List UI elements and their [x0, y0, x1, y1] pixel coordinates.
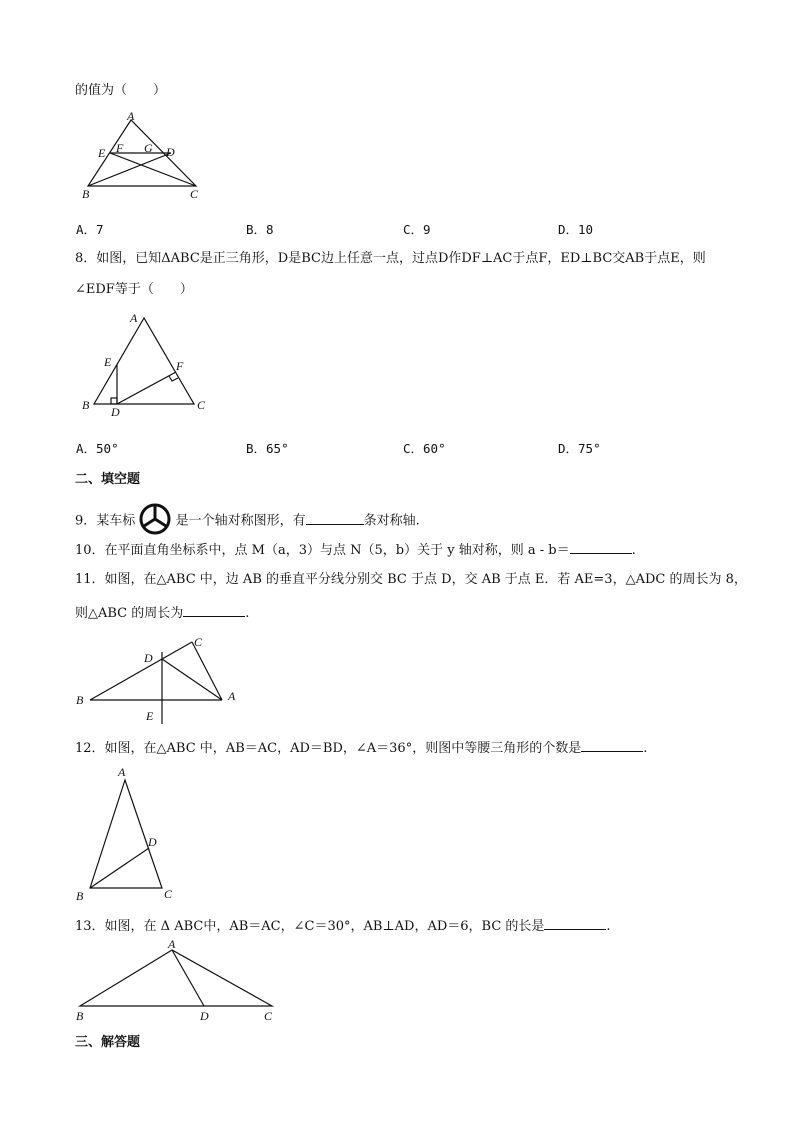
q7-figure [78, 108, 218, 208]
q8-label-d: D [111, 405, 120, 419]
q7-label-a: A [127, 109, 135, 123]
q7-label-b: B [82, 187, 90, 201]
q11-answer-blank[interactable] [183, 603, 245, 617]
q8-label-a: A [130, 311, 138, 325]
q7-stem-tail: 的值为（ ） [75, 83, 167, 98]
q8-stem-line2: ∠EDF等于（ ） [75, 282, 193, 297]
q8-option-c[interactable]: C．60° [403, 441, 446, 456]
q9-question [75, 505, 420, 537]
q9-middle: 是一个轴对称图形，有 [175, 513, 306, 529]
q11-end: . [245, 606, 250, 621]
q11-stem-line2: 则△ABC 的周长为 [75, 606, 184, 621]
q11-label-d: D [144, 651, 153, 665]
q11-stem-line2-wrap [75, 603, 249, 623]
q11-label-a: A [228, 689, 236, 703]
q13-label-b: B [76, 1009, 84, 1023]
q10-end: . [631, 543, 636, 558]
q8-label-b: B [82, 398, 90, 412]
q7-option-a[interactable]: A．7 [76, 222, 104, 237]
q13-question [75, 916, 611, 936]
q7-label-g: G [144, 141, 153, 155]
q9-prefix: 9．某车标 [75, 513, 136, 529]
q12-figure [74, 764, 184, 904]
q10-question [75, 540, 636, 560]
q8-figure [80, 308, 220, 418]
q8-label-f: F [176, 359, 184, 373]
q8-label-e: E [104, 355, 112, 369]
section-2-title: 二、填空题 [75, 472, 141, 487]
q13-label-a: A [168, 937, 176, 951]
q11-label-b: B [76, 693, 84, 707]
q12-label-d: D [148, 835, 157, 849]
q8-label-c: C [197, 398, 206, 412]
q9-suffix: 条对称轴. [363, 513, 420, 529]
q13-end: . [606, 919, 611, 934]
q8-stem-line1: 8．如图，已知ΔABC是正三角形，D是BC边上任意一点，过点D作DF⊥AC于点F，ED⊥BC交AB于点E，则 [75, 251, 706, 266]
q11-stem-line1: 11．如图，在△ABC 中，边 AB 的垂直平分线分别交 BC 于点 D，交 AB 于点 E．若 AE=3，△ADC 的周长为 8， [75, 572, 747, 587]
q13-figure [74, 938, 284, 1022]
q13-label-c: C [264, 1009, 273, 1023]
q12-end: . [643, 741, 648, 756]
section-3-title: 三、解答题 [75, 1035, 141, 1050]
q13-answer-blank[interactable] [544, 916, 606, 930]
q11-label-e: E [146, 709, 154, 723]
q10-answer-blank[interactable] [570, 540, 632, 554]
q12-label-c: C [164, 887, 173, 901]
q7-label-d: D [166, 145, 175, 159]
q7-label-f: F [116, 141, 124, 155]
q11-label-c: C [194, 635, 203, 649]
q7-option-c[interactable]: C．9 [403, 222, 431, 237]
q7-option-b[interactable]: B．8 [246, 222, 274, 237]
q12-label-b: B [76, 889, 84, 903]
q12-label-a: A [118, 765, 126, 779]
car-logo-icon [139, 503, 171, 535]
q12-question [75, 738, 647, 758]
q12-text: 12．如图，在△ABC 中，AB＝AC，AD＝BD，∠A＝36°，则图中等腰三角形的个数是 [75, 741, 582, 756]
q9-answer-blank[interactable] [306, 511, 364, 525]
q8-option-a[interactable]: A．50° [76, 441, 119, 456]
q8-option-d[interactable]: D．75° [558, 441, 601, 456]
q7-label-e: E [98, 146, 106, 160]
q12-answer-blank[interactable] [581, 738, 643, 752]
q7-label-c: C [190, 187, 199, 201]
q7-option-d[interactable]: D．10 [558, 222, 594, 237]
q13-label-d: D [200, 1009, 209, 1023]
q10-text: 10．在平面直角坐标系中，点 M（a，3）与点 N（5，b）关于 y 轴对称，则 a - b＝ [75, 543, 570, 558]
q13-text: 13．如图，在 Δ ABC中，AB＝AC，∠C＝30°，AB⊥AD，AD＝6，BC 的长是 [75, 919, 545, 934]
q8-option-b[interactable]: B．65° [246, 441, 289, 456]
q11-figure [74, 630, 244, 725]
